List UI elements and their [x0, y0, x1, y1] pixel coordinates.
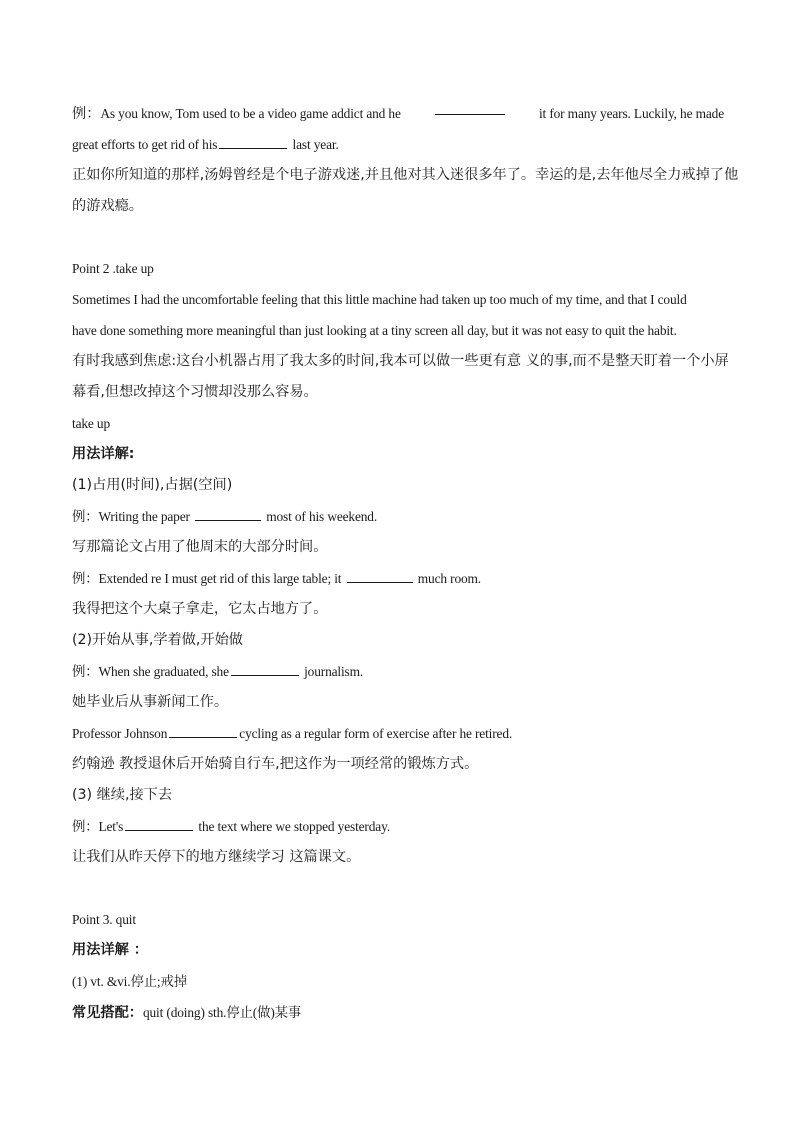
example-text: most of his weekend. [266, 509, 378, 524]
sense-heading: (1) vt. &vi.停止;戒掉 [72, 974, 187, 989]
sense-heading: (3) 继续,接下去 [72, 787, 173, 803]
example-line [72, 98, 724, 129]
phrase-label: take up [72, 416, 110, 431]
sense-heading: (2)开始从事,学着做,开始做 [72, 632, 243, 648]
collocation-label: 常见搭配： [72, 1005, 143, 1021]
example-text: As you know, Tom used to be a video game addict and he [100, 106, 401, 121]
fill-in-blank[interactable] [169, 721, 237, 738]
fill-in-blank[interactable] [231, 659, 299, 676]
translation-text: 让我们从昨天停下的地方继续学习 这篇课文。 [72, 849, 361, 865]
example-line [72, 563, 724, 594]
sense-heading: (1)占用(时间),占据(空间) [72, 477, 233, 493]
translation-text: 写那篇论文占用了他周末的大部分时间。 [72, 539, 328, 555]
example-line [72, 656, 724, 687]
document-page [72, 98, 739, 1028]
example-text: much room. [417, 571, 481, 586]
example-line [72, 129, 724, 160]
example-text: Professor Johnson [72, 726, 168, 741]
collocation-text: quit (doing) sth.停止(做)某事 [142, 1005, 302, 1020]
translation-text: 她毕业后从事新闻工作。 [72, 694, 229, 710]
fill-in-blank[interactable] [195, 504, 261, 521]
section-heading: Point 2 .take up [72, 261, 154, 276]
fill-in-blank[interactable] [125, 814, 193, 831]
usage-title: 用法详解: [72, 446, 135, 462]
example-text: last year. [292, 137, 339, 152]
fill-in-blank[interactable] [435, 98, 505, 115]
example-line [72, 501, 724, 532]
usage-title: 用法详解 ： [72, 942, 148, 958]
example-text: it for many years. Luckily, he made [538, 106, 724, 121]
fill-in-blank[interactable] [347, 566, 413, 583]
translation-text: 幕看,但想改掉这个习惯却没那么容易。 [72, 384, 318, 400]
example-line [72, 718, 724, 749]
translation-text: 我得把这个大桌子拿走，它太占地方了。 [72, 601, 328, 617]
translation-text: 的游戏瘾。 [72, 198, 143, 214]
translation-text: 约翰逊 教授退休后开始骑自行车,把这作为一项经常的锻炼方式。 [72, 756, 479, 772]
example-text: 例：Writing the paper [72, 509, 190, 524]
example-text: the text where we stopped yesterday. [198, 819, 390, 834]
example-prefix: 例： [72, 106, 101, 122]
example-text: great efforts to get rid of his [72, 137, 218, 152]
paragraph-text: Sometimes I had the uncomfortable feeling that this little machine had taken up too much of my time, and that I could [72, 292, 687, 307]
translation-text: 有时我感到焦虑:这台小机器占用了我太多的时间,我本可以做一些更有意 义的事,而不是整天盯着一个小屏 [72, 353, 729, 369]
paragraph-text: have done something more meaningful than just looking at a tiny screen all day, but it was not easy to quit the habit. [72, 323, 677, 338]
paragraph-line [72, 284, 724, 315]
example-text: 例：Extended re I must get rid of this large table; it [72, 571, 342, 586]
collocation-line [72, 997, 724, 1028]
example-text: 例：When she graduated, she [72, 664, 229, 679]
example-text: cycling as a regular form of exercise after he retired. [239, 726, 513, 741]
section-heading: Point 3. quit [72, 912, 136, 927]
fill-in-blank[interactable] [219, 132, 287, 149]
example-text: journalism. [304, 664, 364, 679]
example-text: 例：Let's [72, 819, 124, 834]
translation-text: 正如你所知道的那样,汤姆曾经是个电子游戏迷,并且他对其入迷很多年了。幸运的是,去年他尽全力戒掉了他 [72, 167, 739, 183]
example-line [72, 811, 724, 842]
